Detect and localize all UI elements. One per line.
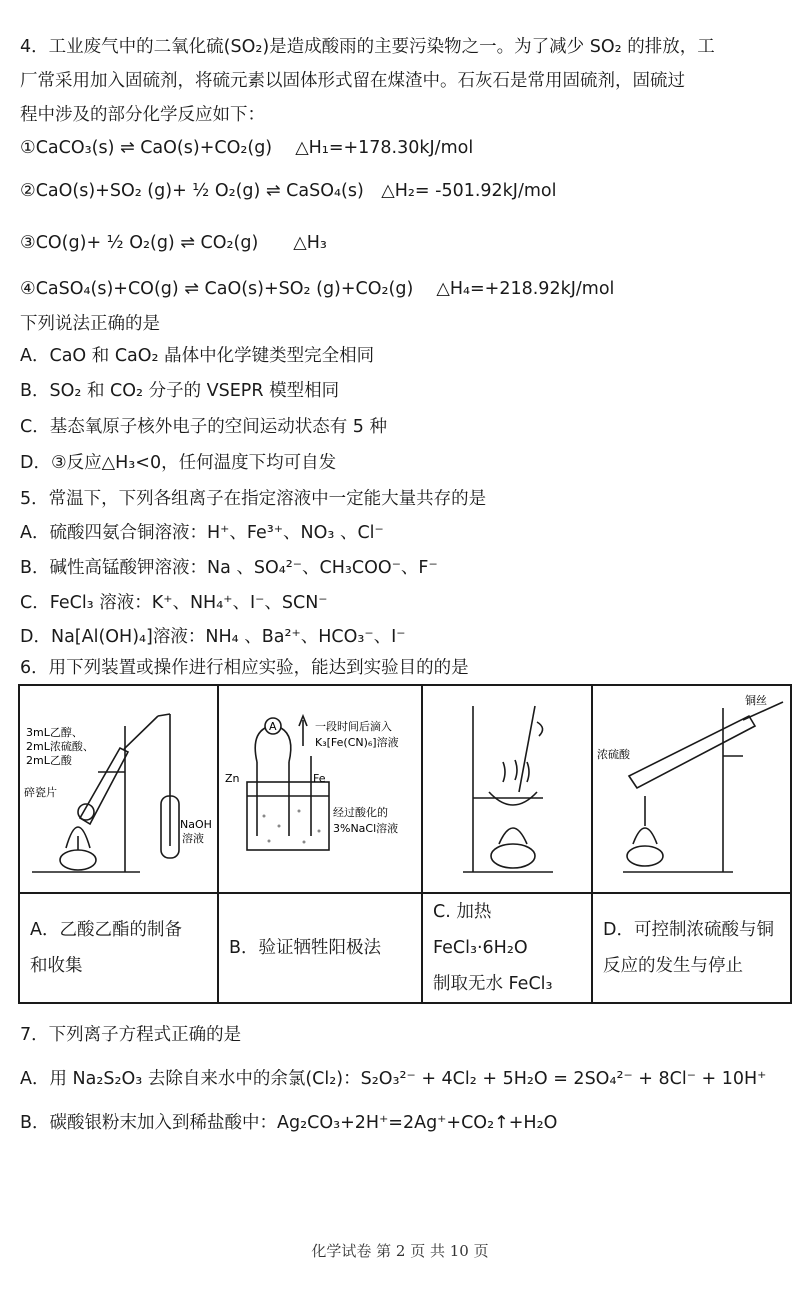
q4-stem-line1: 4．工业废气中的二氧化硫(SO₂)是造成酸雨的主要污染物之一。为了减少 SO₂ 的排放，工 xyxy=(20,37,715,57)
naoh-solution-label: 溶液 xyxy=(182,832,204,845)
drop-label-1: 一段时间后滴入 xyxy=(315,720,392,733)
q4-option-c: C．基态氧原子核外电子的空间运动状态有 5 种 xyxy=(20,417,387,437)
q5-stem: 5．常温下，下列各组离子在指定溶液中一定能大量共存的是 xyxy=(20,489,487,509)
caption-a xyxy=(19,893,218,1003)
q5-option-a: A．硫酸四氨合铜溶液：H⁺、Fe³⁺、NO₃ 、Cl⁻ xyxy=(20,523,384,543)
q7-option-a: A．用 Na₂S₂O₃ 去除自来水中的余氯(Cl₂)：S₂O₃²⁻ + 4Cl₂ + 5H₂O = 2SO₄²⁻ + 8Cl⁻ + 10H⁺ xyxy=(20,1069,767,1089)
q7-option-b: B．碳酸银粉末加入到稀盐酸中：Ag₂CO₃+2H⁺=2Ag⁺+CO₂↑+H₂O xyxy=(20,1113,558,1133)
zn-label: Zn xyxy=(225,772,240,785)
porcelain-chips-label: 碎瓷片 xyxy=(24,786,57,799)
q4-option-a: A．CaO 和 CaO₂ 晶体中化学键类型完全相同 xyxy=(20,346,375,366)
copper-wire-label: 铜丝 xyxy=(745,694,767,707)
figure-c-cell xyxy=(422,685,592,893)
ammeter-label: A xyxy=(269,720,277,733)
caption-d-line2: 反应的发生与停止 xyxy=(603,956,743,976)
conc-sulfuric-acid-label: 浓硫酸 xyxy=(597,748,630,761)
naoh-label: NaOH xyxy=(180,818,212,831)
figure-d-cell xyxy=(592,685,791,893)
caption-c-line2: 制取无水 FeCl₃ xyxy=(433,974,553,994)
sacrificial-anode-figure xyxy=(219,686,421,892)
q5-option-d: D．Na[Al(OH)₄]溶液：NH₄ 、Ba²⁺、HCO₃⁻、I⁻ xyxy=(20,627,406,647)
q4-reaction-3: ③CO(g)+ ½ O₂(g) ⇌ CO₂(g) △H₃ xyxy=(20,233,327,253)
caption-b-line1: B．验证牺牲阳极法 xyxy=(229,938,382,958)
reagent-label-1: 3mL乙醇、 xyxy=(26,726,83,739)
q6-apparatus-table xyxy=(18,684,792,1004)
solution-label-2: 3%NaCl溶液 xyxy=(333,822,399,835)
caption-c-line1: C. 加热 FeCl₃·6H₂O xyxy=(433,902,528,958)
heating-evaporation-figure xyxy=(423,686,591,892)
caption-a-line1: A．乙酸乙酯的制备 xyxy=(30,920,182,940)
q6-stem: 6．用下列装置或操作进行相应实验，能达到实验目的的是 xyxy=(20,658,469,678)
q4-question: 下列说法正确的是 xyxy=(20,314,160,334)
drop-label-2: K₃[Fe(CN)₆]溶液 xyxy=(315,736,399,749)
q4-option-d: D．③反应△H₃<0，任何温度下均可自发 xyxy=(20,453,337,473)
q4-option-b: B．SO₂ 和 CO₂ 分子的 VSEPR 模型相同 xyxy=(20,381,340,401)
q5-option-b: B．碱性高锰酸钾溶液：Na 、SO₄²⁻、CH₃COO⁻、F⁻ xyxy=(20,558,438,578)
q4-reaction-1: ①CaCO₃(s) ⇌ CaO(s)+CO₂(g) △H₁=+178.30kJ/mol xyxy=(20,138,474,158)
q4-stem-line3: 程中涉及的部分化学反应如下： xyxy=(20,105,265,125)
q7-stem: 7．下列离子方程式正确的是 xyxy=(20,1025,242,1045)
page-footer: 化学试卷 第 2 页 共 10 页 xyxy=(311,1242,489,1260)
caption-d-line1: D．可控制浓硫酸与铜 xyxy=(603,920,774,940)
q4-reaction-4: ④CaSO₄(s)+CO(g) ⇌ CaO(s)+SO₂ (g)+CO₂(g) △H₄=+218.92kJ/mol xyxy=(20,279,615,299)
figure-a-cell xyxy=(19,685,218,893)
q5-option-c: C．FeCl₃ 溶液：K⁺、NH₄⁺、I⁻、SCN⁻ xyxy=(20,593,328,613)
fe-label: Fe xyxy=(313,772,326,785)
caption-d xyxy=(592,893,791,1003)
esterification-apparatus-figure xyxy=(20,686,217,892)
caption-c xyxy=(422,893,592,1003)
solution-label-1: 经过酸化的 xyxy=(333,806,388,819)
copper-wire-reaction-figure xyxy=(593,686,790,892)
figure-b-cell xyxy=(218,685,422,893)
reagent-label-3: 2mL乙酸 xyxy=(26,754,72,767)
q4-reaction-2: ②CaO(s)+SO₂ (g)+ ½ O₂(g) ⇌ CaSO₄(s) △H₂= -501.92kJ/mol xyxy=(20,181,557,201)
caption-a-line2: 和收集 xyxy=(30,956,83,976)
q4-stem-line2: 厂常采用加入固硫剂，将硫元素以固体形式留在煤渣中。石灰石是常用固硫剂，固硫过 xyxy=(20,71,685,91)
reagent-label-2: 2mL浓硫酸、 xyxy=(26,740,94,753)
caption-b xyxy=(218,893,422,1003)
